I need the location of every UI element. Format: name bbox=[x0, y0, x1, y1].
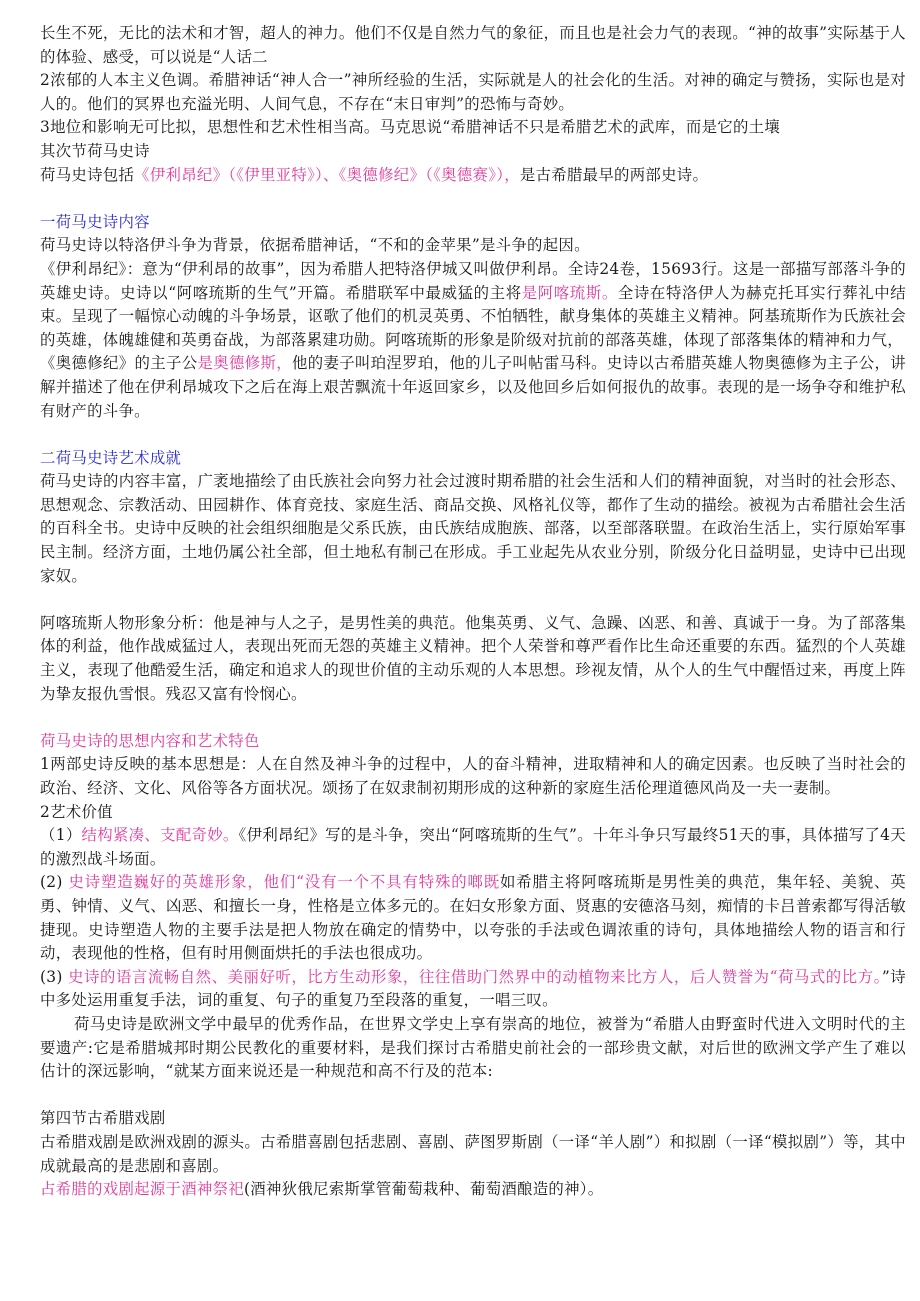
item-3-text: ”诗中多处运用重复手法，词的重复、句子的重复乃至段落的重复，一唱三叹。 bbox=[40, 967, 907, 1010]
drama-paragraph-1: 古希腊戏剧是欧洲戏剧的源头。古希腊喜剧包括悲剧、喜剧、萨图罗斯剧（一译“羊人剧”）和拟剧（一译“模拟剧”）等，其中成就最高的是悲剧和喜剧。 bbox=[40, 1132, 906, 1175]
art-value-item-1 bbox=[40, 824, 906, 871]
drama-origin-text: (酒神狄俄尼索斯掌管葡萄栽种、葡萄酒酿造的神）。 bbox=[243, 1180, 604, 1199]
drama-origin-highlight: 占希腊的戏剧起源于酒神祭祀 bbox=[40, 1180, 244, 1199]
section-title-homer: 其次节荷马史诗 bbox=[40, 141, 150, 160]
item-2-highlight: 史诗塑造巍好的英雄形象，他们“没有一个不具有特殊的啷既 bbox=[68, 873, 501, 892]
item-1-highlight: 结构紧凑、支配奇妙。 bbox=[81, 826, 239, 845]
epics-sentence bbox=[40, 164, 906, 188]
item-3-highlight: 史诗的语言流畅自然、美丽好听，比方生动形象，往往借助门然界中的动植物来比方人，后人赞誉为“荷马式的比方。 bbox=[68, 967, 882, 986]
heading-art: 二荷马史诗艺术成就 bbox=[40, 448, 182, 467]
odyssey-text-b: 他的妻子叫珀涅罗珀，他的儿子叫帖雷马科。史诗以古希腊英雄人物奥德修为主子公，讲解并描述了他在伊利昂城攻下之后在海上艰苦飘流十年返回家乡，以及他回乡后如何报仇的故事。表现的是一场争夺和维护私有财产的斗争。 bbox=[40, 354, 906, 420]
spacer bbox=[40, 588, 906, 612]
heading-ideas: 荷马史诗的思想内容和艺术特色 bbox=[40, 731, 260, 750]
drama-paragraph-2 bbox=[40, 1178, 906, 1202]
closing-paragraph: 荷马史诗是欧洲文学中最早的优秀作品，在世界文学史上享有崇高的地位，被誉为“希腊人由野蛮时代进入文明时代的主要遗产:它是希腊城邦时期公民教化的重要材料，是我们探讨古希腊史前社会的一部珍贵文献，对后世的欧洲文学产生了难以估计的深远影响，“就某方面来说还是一种规范和高不行及的范本: bbox=[40, 1014, 906, 1081]
achilles-analysis: 阿喀琉斯人物形象分析：他是神与人之子，是男性美的典范。他集英勇、义气、急躁、凶恶、和善、真诚于一身。为了部落集体的利益，他作战威猛过人，表现出死而无怨的英雄主义精神。把个人荣誉和尊严看作比生命还重要的东西。猛烈的个人英雄主义，表现了他酷爱生活，确定和追求人的现世价值的主动乐观的人本思想。珍视友情，从个人的生气中醒悟过来，再度上阵为挚友报仇雪恨。残忍又富有怜悯心。 bbox=[40, 613, 906, 703]
item-2-text: 如希腊主将阿喀琉斯是男性美的典范，集年轻、美貌、英勇、钟情、义气、凶恶、和擅长一身，性格是立体多元的。在妇女形象方面、贤惠的安德洛马刻，痴情的卡吕普索都写得活敏捷现。史诗塑造人物的主要手法是把人物放在确定的情势中，以夸张的手法或色调浓重的诗句，具体地描绘人物的语言和行动，表现他的性格，但有时用侧面烘托的手法也很成功。 bbox=[40, 873, 906, 963]
odyssey-hero-name: 是奥德修斯， bbox=[197, 354, 292, 373]
item-3-number: (3) bbox=[40, 967, 63, 986]
heading-content: 一荷马史诗内容 bbox=[40, 212, 150, 231]
art-value-item-2 bbox=[40, 871, 906, 965]
odyssey-paragraph bbox=[40, 352, 906, 423]
intro-paragraph-3: 3地位和影响无可比拟，思想性和艺术性相当高。马克思说“希腊神话不只是希腊艺术的武库，而是它的土壤 bbox=[40, 118, 781, 137]
intro-paragraph-1: 长生不死，无比的法术和才智，超人的神力。他们不仅是自然力气的象征，而且也是社会力气的表现。“神的故事”实际基于人的体验、感受，可以说是“人话二 bbox=[40, 24, 906, 66]
intro-paragraph-2: 2浓郁的人本主义色调。希腊神话“神人合一”神所经验的生活，实际就是人的社会化的生活。对神的确定与赞扬，实际也是对人的。他们的冥界也充溢光明、人间气息，不存在“末日审判”的恐怖与奇妙。 bbox=[40, 71, 906, 113]
content-paragraph-1: 荷马史诗以特洛伊斗争为背景，依据希腊神话，“不和的金苹果”是斗争的起因。 bbox=[40, 236, 590, 255]
iliad-hero-name: 是阿喀琉斯。 bbox=[521, 283, 618, 302]
ideas-art-value: 2艺术价值 bbox=[40, 802, 113, 821]
item-1-text: 《伊利昂纪》写的是斗争，突出“阿喀琉斯的生气”。十年斗争只写最终51天的事，具体描写了4天的激烈战斗场面。 bbox=[40, 826, 906, 868]
item-2-number: (2) bbox=[40, 873, 63, 892]
iliad-text-a: 《伊利昂纪》：意为“伊利昂的故事”，因为希腊人把特洛伊城又叫做伊利昂。全诗24卷，15693行。这是一部描写部落斗争的英雄史诗。史诗以“阿喀琉斯的生气”开篇。希腊联军中最威猛的主将 bbox=[40, 259, 906, 302]
spacer bbox=[40, 706, 906, 730]
item-1-number: （1） bbox=[40, 826, 82, 845]
iliad-paragraph bbox=[40, 258, 906, 352]
art-value-item-3 bbox=[40, 966, 906, 1013]
epics-prefix: 荷马史诗包括 bbox=[40, 165, 135, 184]
iliad-text-b: 全诗在特洛伊人为赫克托耳实行葬礼中结束。呈现了一幅惊心动魄的斗争场景，讴歌了他们的机灵英勇、不怕牺牲，献身集体的英雄主义精神。阿基琉斯作为氏族社会的英雄，体魄雄健和英勇奋战，为部落累建功勋。阿喀琉斯的形象是阶级对抗前的部落英雄，体现了部落集体的精神和力气， bbox=[40, 283, 906, 349]
epics-suffix: 是古希腊最早的两部史诗。 bbox=[519, 165, 709, 184]
spacer bbox=[40, 1084, 906, 1108]
ideas-paragraph-1: 1两部史诗反映的基本思想是：人在自然及神斗争的过程中，人的奋斗精神，进取精神和人的确定因素。也反映了当时社会的政治、经济、文化、风俗等各方面状况。颂扬了在奴隶制初期形成的这种新的家庭生活伦理道德风尚及一夫一妻制。 bbox=[40, 755, 906, 797]
odyssey-text-a: 《奥德修纪》的主子公 bbox=[40, 354, 198, 373]
heading-drama: 第四节古希腊戏剧 bbox=[40, 1109, 166, 1128]
art-paragraph-1: 荷马史诗的内容丰富，广袤地描绘了由氏族社会向努力社会过渡时期希腊的社会生活和人们的精神面貌，对当时的社会形态、思想观念、宗教活动、田园耕作、体育竞技、家庭生活、商品交换、风格礼仪等，都作了生动的描绘。被视为古希腊社会生活的百科全书。史诗中反映的社会组织细胞是父系氏族，由氏族结成胞族、部落，以至部落联盟。在政治生活上，实行原始军事民主制。经济方面，土地仍属公社全部，但土地私有制己在形成。手工业起先从农业分别，阶级分化日益明显，史诗中已出现家奴。 bbox=[40, 472, 906, 585]
spacer bbox=[40, 187, 906, 211]
spacer bbox=[40, 423, 906, 447]
epics-names: 《伊利昂纪》（《伊里亚特》）、《奥德修纪》（《奥德赛》）， bbox=[134, 165, 520, 184]
